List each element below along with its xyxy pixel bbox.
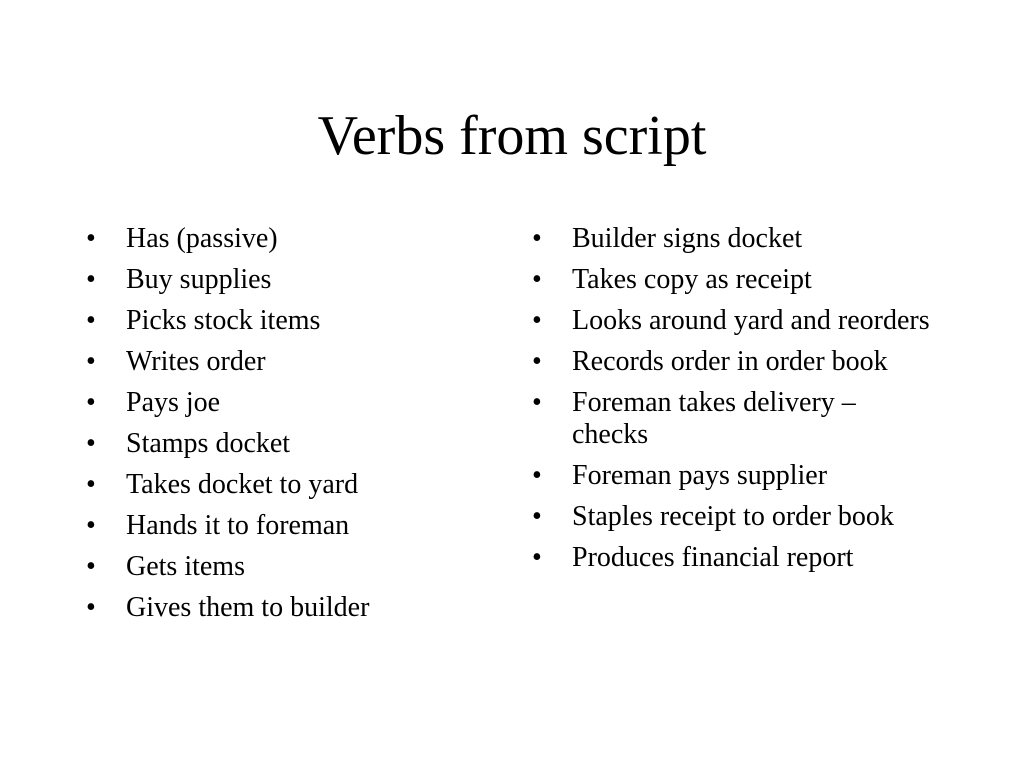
list-item [86,223,486,255]
bullet-icon: • [86,387,96,418]
list-item-text: Looks around yard and reorders [572,305,930,336]
bullet-icon: • [86,428,96,459]
list-item [532,264,932,296]
list-item [532,501,932,533]
list-item-text: Stamps docket [126,428,291,459]
bullet-icon: • [86,551,96,582]
list-item [532,346,932,378]
bullet-icon: • [86,264,96,295]
bullet-icon: • [532,305,542,336]
bullet-icon: • [532,264,542,295]
bullet-icon: • [86,223,96,254]
list-item [532,542,932,574]
list-item [532,387,932,451]
list-item [532,305,932,337]
list-item-text: Builder signs docket [572,223,803,254]
list-item-text: Produces financial report [572,542,854,573]
bullet-icon: • [86,592,96,623]
bullet-icon: • [86,469,96,500]
list-item [532,223,932,255]
list-item [86,592,486,624]
list-item-text: Pays joe [126,387,221,418]
bullet-icon: • [532,501,542,532]
right-bullet-list [532,223,932,583]
list-item-text: Records order in order book [572,346,888,377]
list-item [86,428,486,460]
bullet-icon: • [86,305,96,336]
list-item [532,460,932,492]
bullet-icon: • [86,346,96,377]
list-item [86,264,486,296]
bullet-icon: • [532,387,542,418]
list-item-text: Staples receipt to order book [572,501,894,532]
bullet-icon: • [532,346,542,377]
bullet-icon: • [532,460,542,491]
list-item-text: Foreman pays supplier [572,460,828,491]
list-item-text: Gets items [126,551,245,582]
list-item [86,305,486,337]
bullet-icon: • [532,223,542,254]
list-item [86,551,486,583]
slide-title: Verbs from script [317,105,707,167]
list-item-text: Writes order [126,346,266,377]
list-item-text: Has (passive) [126,223,278,254]
bullet-icon: • [532,542,542,573]
list-item [86,510,486,542]
list-item-text: Takes copy as receipt [572,264,812,295]
list-item-text: Foreman takes delivery – checks [572,387,856,450]
list-item [86,469,486,501]
list-item-text: Buy supplies [126,264,272,295]
list-item-text: Gives them to builder [126,592,370,623]
list-item-text: Takes docket to yard [126,469,359,500]
bullet-icon: • [86,510,96,541]
list-item-text: Picks stock items [126,305,321,336]
list-item [86,346,486,378]
list-item [86,387,486,419]
left-bullet-list [86,223,486,633]
list-item-text: Hands it to foreman [126,510,350,541]
